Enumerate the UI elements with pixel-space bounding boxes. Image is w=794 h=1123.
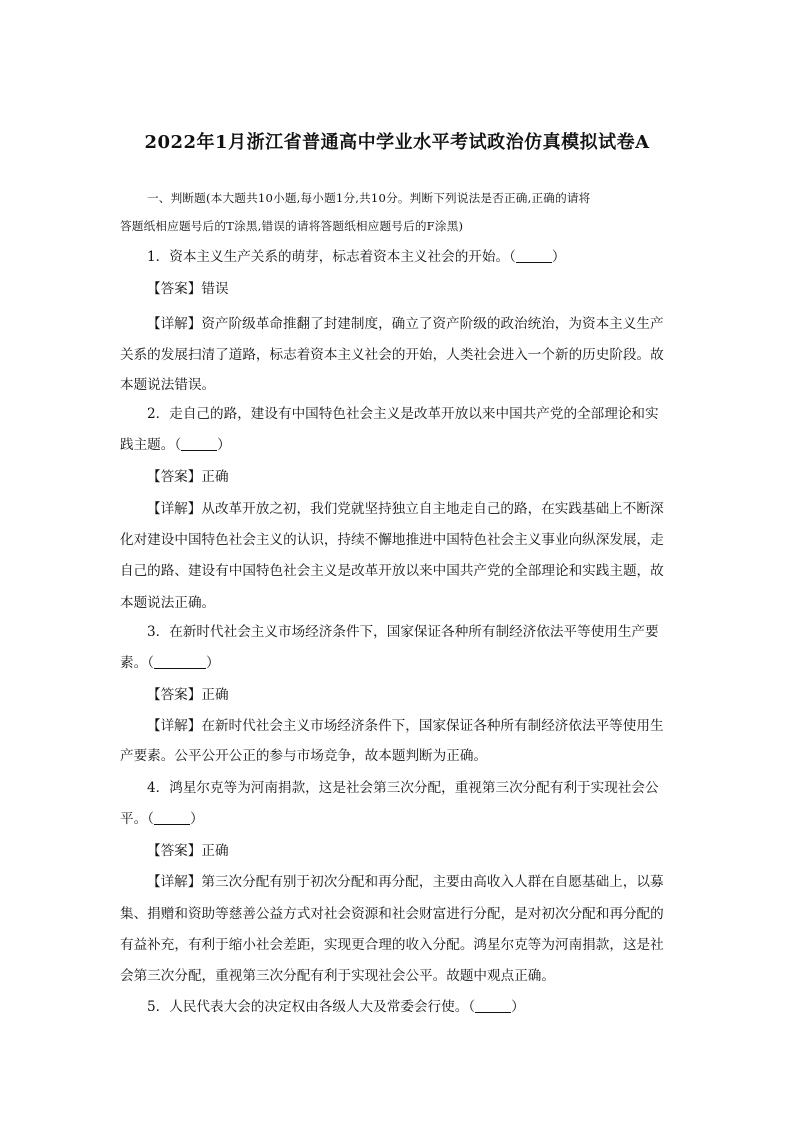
answer-blank xyxy=(154,654,206,669)
question-4-detail-line-2: 集、捐赠和资助等慈善公益方式对社会资源和社会财富进行分配，是对初次分配和再分配的 xyxy=(120,906,664,922)
question-1-detail-line-2: 关系的发展扫清了道路，标志着资本主义社会的开始，人类社会进入一个新的历史阶段。故 xyxy=(120,347,664,363)
answer-blank xyxy=(154,810,190,825)
question-2-stem-line-1: 2．走自己的路，建设有中国特色社会主义是改革开放以来中国共产党的全部理论和实 xyxy=(147,406,659,422)
question-2-text: 践主题。（ xyxy=(120,437,182,453)
question-5-stem xyxy=(147,997,680,1017)
answer-blank xyxy=(475,998,511,1013)
question-4-detail-line-1 xyxy=(147,872,680,892)
answer-tag: 【答案】 xyxy=(147,843,202,859)
answer-tag: 【答案】 xyxy=(147,469,202,485)
question-3-stem-line-1: 3．在新时代社会主义市场经济条件下，国家保证各种所有制经济依法平等使用生产要 xyxy=(147,624,659,640)
section-heading-line-1: 一、判断题(本大题共10小题,每小题1分,共10分。判断下列说法是否正确,正确的请将 xyxy=(147,191,591,205)
question-1-stem xyxy=(147,247,680,267)
question-4-detail-line-3: 有益补充，有利于缩小社会差距，实现更合理的收入分配。鸿星尔克等为河南捐款，这是社 xyxy=(120,937,664,953)
detail-text: 从改革开放之初，我们党就坚持独立自主地走自己的路，在实践基础上不断深 xyxy=(201,501,664,517)
question-1-detail-line-3: 本题说法错误。 xyxy=(120,377,216,393)
question-4-answer xyxy=(147,841,680,861)
question-3-detail-line-2: 产要素。公平公开公正的参与市场竞争，故本题判断为正确。 xyxy=(120,748,488,764)
answer-tag: 【答案】 xyxy=(147,687,202,703)
question-4-text: 平。（ xyxy=(120,811,154,827)
question-2-stem-line-2 xyxy=(120,435,680,455)
detail-tag: 【详解】 xyxy=(147,501,202,517)
answer-tag: 【答案】 xyxy=(147,281,202,297)
question-4-answer-value: 正确 xyxy=(201,843,229,859)
question-1-paren: ） xyxy=(551,249,566,265)
answer-blank xyxy=(181,436,217,451)
answer-blank xyxy=(516,248,552,263)
question-4-detail-line-4: 会第三次分配，重视第三次分配有利于实现社会公平。故题中观点正确。 xyxy=(120,968,555,984)
question-2-detail-line-2: 化对建设中国特色社会主义的认识，持续不懈地推进中国特色社会主义事业向纵深发展，走 xyxy=(120,532,664,548)
question-3-stem-line-2 xyxy=(120,653,680,673)
question-1-answer-value: 错误 xyxy=(201,281,229,297)
question-2-paren: ） xyxy=(217,437,231,453)
section-heading-line-2: 答题纸相应题号后的T涂黑,错误的请将答题纸相应题号后的F涂黑) xyxy=(120,219,464,233)
detail-text: 在新时代社会主义市场经济条件下，国家保证各种所有制经济依法平等使用生 xyxy=(201,718,664,734)
question-1-answer xyxy=(147,279,680,299)
question-4-stem-line-2 xyxy=(120,809,680,829)
question-3-text: 素。（ xyxy=(120,655,154,671)
detail-tag: 【详解】 xyxy=(147,316,202,332)
question-3-detail-line-1 xyxy=(147,716,680,736)
detail-text: 资产阶级革命推翻了封建制度，确立了资产阶级的政治统治，为资本主义生产 xyxy=(201,316,664,332)
question-2-detail-line-3: 自己的路、建设有中国特色社会主义是改革开放以来中国共产党的全部理论和实践主题，故 xyxy=(120,563,664,579)
question-2-answer-value: 正确 xyxy=(201,469,229,485)
question-1-text: 1．资本主义生产关系的萌芽，标志着资本主义社会的开始。（ xyxy=(147,249,516,265)
question-2-answer xyxy=(147,467,680,487)
question-2-detail-line-1 xyxy=(147,499,680,519)
page-title: 2022年1月浙江省普通高中学业水平考试政治仿真模拟试卷A xyxy=(144,132,650,153)
detail-tag: 【详解】 xyxy=(147,718,202,734)
question-2-detail-line-4: 本题说法正确。 xyxy=(120,595,216,611)
question-3-paren: ） xyxy=(205,655,220,671)
question-1-detail-line-1 xyxy=(147,314,680,334)
question-3-answer-value: 正确 xyxy=(201,687,229,703)
detail-text: 第三次分配有别于初次分配和再分配，主要由高收入人群在自愿基础上，以募 xyxy=(201,874,664,890)
question-5-paren: ） xyxy=(511,999,525,1015)
question-5-text: 5．人民代表大会的决定权由各级人大及常委会行使。（ xyxy=(147,999,476,1015)
question-4-paren: ） xyxy=(189,811,204,827)
question-3-answer xyxy=(147,685,680,705)
detail-tag: 【详解】 xyxy=(147,874,202,890)
question-4-stem-line-1: 4．鸿星尔克等为河南捐款，这是社会第三次分配，重视第三次分配有利于实现社会公 xyxy=(147,780,659,796)
